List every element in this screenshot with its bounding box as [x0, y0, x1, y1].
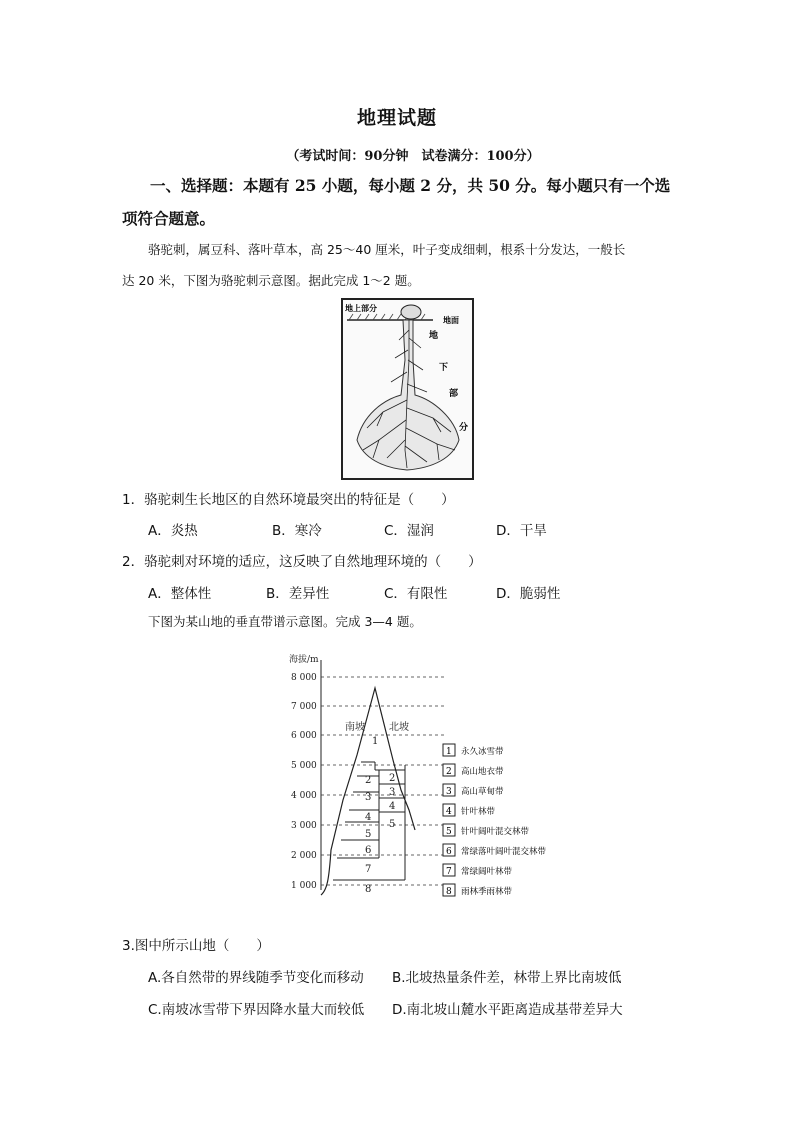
zone-4-south: 4: [365, 812, 372, 823]
zone-5-south: 5: [365, 829, 372, 840]
legend-label-8: 雨林季雨林带: [461, 887, 513, 897]
vertical-zonation-figure: [285, 650, 547, 918]
question-1-option-b: B．寒冷: [272, 523, 322, 539]
camel-thorn-diagram: [343, 300, 472, 478]
tick-6000: 6 000: [291, 731, 317, 741]
tick-8000: 8 000: [291, 673, 317, 683]
legend-label-2: 高山地衣带: [461, 767, 504, 777]
section-heading: 一、选择题：本题有 25 小题，每小题 2 分，共 50 分。每小题只有一个选: [150, 176, 671, 195]
legend-number-3: 3: [446, 787, 452, 797]
legend-label-1: 永久冰雪带: [461, 747, 504, 757]
label-below-1: 地: [429, 331, 439, 341]
label-below-4: 分: [459, 423, 469, 433]
zone-2-north: 2: [389, 773, 396, 784]
question-3-option-d: D.南北坡山麓水平距离造成基带差异大: [392, 1002, 623, 1018]
zone-8: 8: [365, 884, 372, 895]
legend-label-5: 针叶阔叶混交林带: [461, 827, 530, 837]
legend-number-7: 7: [446, 867, 452, 877]
zone-1: 1: [372, 736, 379, 747]
question-2-stem: 2．骆驼刺对环境的适应，这反映了自然地理环境的（ ）: [122, 554, 482, 570]
tick-4000: 4 000: [291, 791, 317, 801]
label-below-3: 部: [449, 389, 459, 399]
question-3-option-c: C.南坡冰雪带下界因降水量大而较低: [148, 1002, 365, 1018]
question-2-option-a: A．整体性: [148, 586, 212, 602]
zone-7: 7: [365, 864, 372, 875]
legend-number-1: 1: [446, 747, 452, 757]
question-1-stem: 1．骆驼刺生长地区的自然环境最突出的特征是（ ）: [122, 492, 455, 508]
vertical-zonation-diagram: [285, 650, 547, 918]
question-1-option-d: D．干旱: [496, 523, 547, 539]
tick-5000: 5 000: [291, 761, 317, 771]
legend-number-6: 6: [446, 847, 452, 857]
zone-6: 6: [365, 845, 372, 856]
tick-3000: 3 000: [291, 821, 317, 831]
tick-1000: 1 000: [291, 881, 317, 891]
zone-2-south: 2: [365, 775, 372, 786]
section-heading-cont: 项符合题意。: [122, 209, 216, 228]
tick-2000: 2 000: [291, 851, 317, 861]
south-slope-label: 南坡: [345, 722, 365, 733]
legend-label-6: 常绿落叶阔叶混交林带: [461, 847, 547, 857]
label-above-ground: 地上部分: [345, 304, 377, 313]
question-3-stem: 3.图中所示山地（ ）: [122, 938, 270, 954]
intro-paragraph-line2: 达 20 米，下图为骆驼刺示意图。据此完成 1～2 题。: [122, 273, 420, 288]
question-2-option-b: B．差异性: [266, 586, 330, 602]
zone-3-north: 3: [389, 787, 396, 798]
legend-label-4: 针叶林带: [461, 807, 496, 817]
question-2-option-c: C．有限性: [384, 586, 448, 602]
north-slope-label: 北坡: [389, 722, 409, 733]
question-1-option-a: A．炎热: [148, 523, 198, 539]
intro-paragraph-line1: 骆驼刺，属豆科、落叶草本，高 25～40 厘米，叶子变成细刺，根系十分发达，一般长: [148, 242, 626, 257]
legend-number-2: 2: [446, 767, 452, 777]
legend-label-7: 常绿阔叶林带: [461, 867, 513, 877]
legend-label-3: 高山草甸带: [461, 787, 504, 797]
zone-4-north: 4: [389, 801, 396, 812]
legend-number-8: 8: [446, 887, 452, 897]
tick-7000: 7 000: [291, 702, 317, 712]
zone-5-north: 5: [389, 819, 396, 830]
page-title: 地理试题: [356, 107, 437, 129]
exam-info: （考试时间：90分钟 试卷满分：100分）: [286, 149, 540, 164]
question-3-option-b: B.北坡热量条件差，林带上界比南坡低: [392, 970, 622, 986]
intro-paragraph-2: 下图为某山地的垂直带谱示意图。完成 3—4 题。: [148, 614, 422, 629]
label-ground: 地面: [443, 316, 459, 325]
legend-number-5: 5: [446, 827, 452, 837]
question-2-option-d: D．脆弱性: [496, 586, 561, 602]
question-3-option-a: A.各自然带的界线随季节变化而移动: [148, 970, 364, 986]
zone-3-south: 3: [365, 792, 372, 803]
legend-number-4: 4: [446, 807, 452, 817]
label-below-2: 下: [439, 363, 449, 373]
question-1-option-c: C．湿润: [384, 523, 434, 539]
axis-title: 海拔/m: [289, 655, 319, 665]
camel-thorn-figure: [341, 298, 474, 480]
legend: [443, 744, 547, 897]
